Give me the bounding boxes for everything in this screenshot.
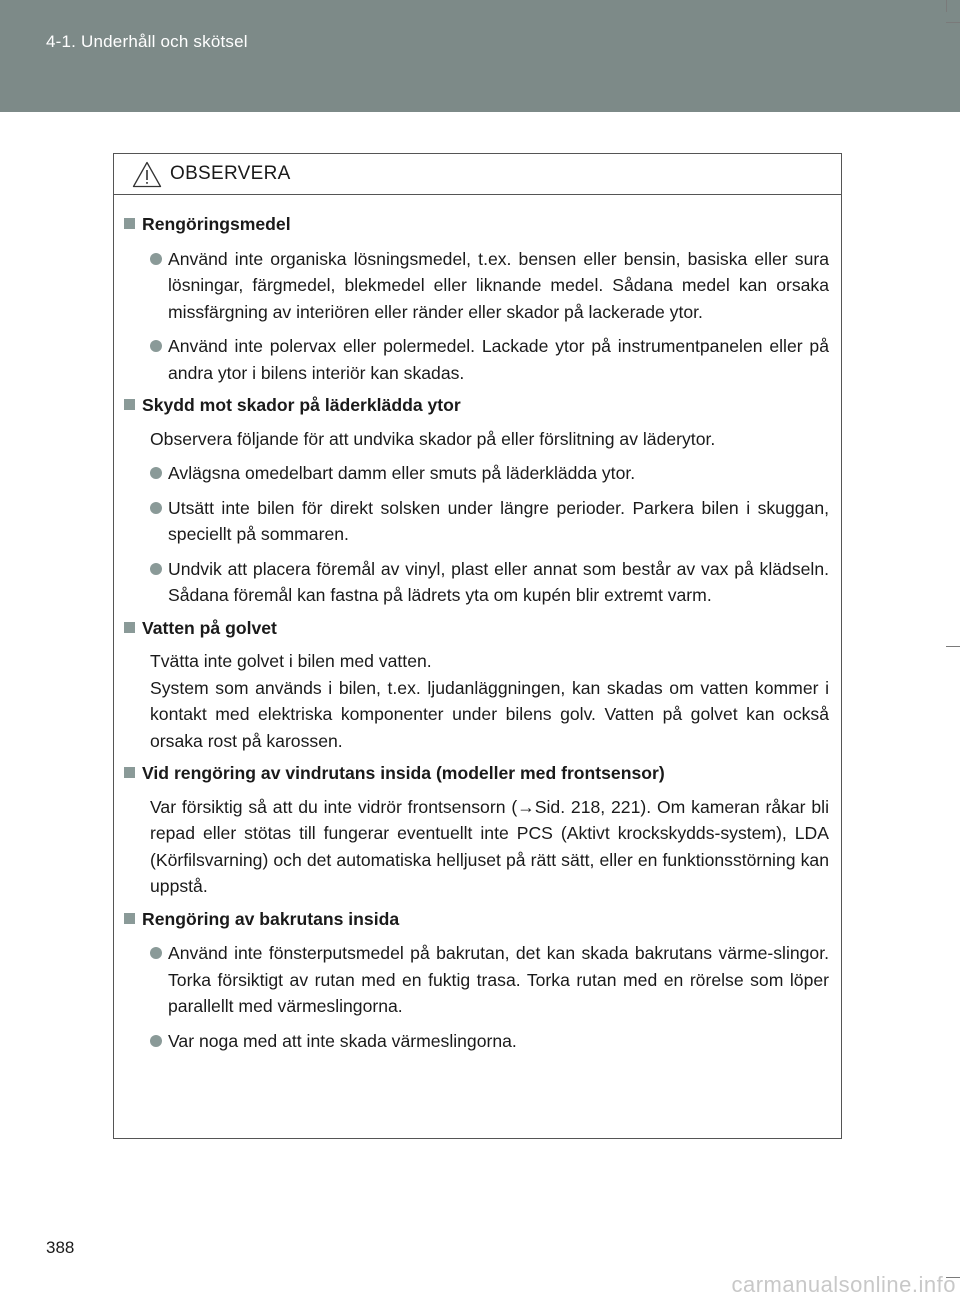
bullet-text: Använd inte fönsterputsmedel på bakrutan, det kan skada bakrutans värme-slingor. Torka försiktigt av rutan med en fuktig trasa. Torka rutan med en rörelse som löper parallellt med värmeslingorna. [168,943,829,1016]
caution-section [124,615,829,755]
section-heading [124,615,829,642]
square-bullet-icon [124,767,135,778]
section-heading [124,392,829,419]
caution-section [124,760,829,900]
caution-box [113,153,842,1139]
bullet-text: Använd inte polervax eller polermedel. Lackade ytor på instrumentpanelen eller på andra ytor i bilens interiör kan skadas. [168,336,829,383]
crop-mark [946,22,960,23]
page-number: 388 [46,1238,75,1257]
section-paragraph: Var försiktig så att du inte vidrör frontsensorn (→Sid. 218, 221). Om kameran råkar bli repad eller stötas till fungerar eventuellt inte PCS (Aktivt krockskydds-system), LDA (Körfilsvarning) och det automatiska helljuset på rätt sätt, eller en funktionsstörning kan uppstå. [150,796,829,896]
caution-header [114,154,841,195]
circle-bullet-icon [150,253,162,265]
section-paragraph: Observera följande för att undvika skador på eller förslitning av läderytor. [150,428,716,449]
caution-section [124,906,829,1055]
section-heading-text: Vatten på golvet [142,617,277,638]
bullet-text: Avlägsna omedelbart damm eller smuts på läderklädda ytor. [168,463,636,483]
bullet-item [124,495,829,548]
circle-bullet-icon [150,340,162,352]
section-heading-text: Rengöringsmedel [142,214,291,234]
section-title: 4-1. Underhåll och skötsel [46,32,248,51]
square-bullet-icon [124,622,135,633]
caution-title: OBSERVERA [170,163,291,184]
section-heading [124,760,829,787]
caution-body [114,195,841,1054]
bullet-item [124,246,829,326]
circle-bullet-icon [150,502,162,514]
caution-section [124,392,829,609]
section-heading-text: Rengöring av bakrutans insida [142,908,400,929]
circle-bullet-icon [150,467,162,479]
circle-bullet-icon [150,947,162,959]
bullet-item [124,1028,829,1055]
section-heading [124,211,829,238]
square-bullet-icon [124,913,135,924]
section-heading-text: Skydd mot skador på läderklädda ytor [142,395,461,415]
square-bullet-icon [124,399,135,410]
section-heading-text: Vid rengöring av vindrutans insida (modeller med frontsensor) [142,763,665,783]
caution-section [124,211,829,386]
bullet-item [124,333,829,386]
page-header [0,0,960,112]
circle-bullet-icon [150,1035,162,1047]
bullet-item [124,460,829,487]
crop-mark [946,0,947,12]
bullet-text: Utsätt inte bilen för direkt solsken under längre perioder. Parkera bilen i skuggan, speciellt på sommaren. [168,497,829,544]
bullet-text: Var noga med att inte skada värmeslingorna. [168,1030,517,1051]
bullet-text: Undvik att placera föremål av vinyl, plast eller annat som består av vax på klädseln. Sådana föremål kan fastna på lädrets yta om kupén blir extremt varm. [168,558,829,605]
circle-bullet-icon [150,563,162,575]
section-heading [124,906,829,933]
warning-triangle-icon [132,161,162,188]
section-paragraph: Tvätta inte golvet i bilen med vatten. System som används i bilen, t.ex. ljudanläggningen, kan skadas om vatten kommer i kontakt med elektriska komponenter under bilens golv. Vatten på golvet kan också orsaka rost på karossen. [150,651,829,751]
crop-mark [946,646,960,647]
watermark: carmanualsonline.info [731,1272,956,1297]
bullet-item [124,940,829,1020]
bullet-item [124,556,829,609]
square-bullet-icon [124,218,135,229]
bullet-text: Använd inte organiska lösningsmedel, t.ex. bensen eller bensin, basiska eller sura lösningar, färgmedel, blekmedel eller liknande medel. Sådana medel kan orsaka missfärgning av interiören eller ränder eller skador på lackerade ytor. [168,248,829,322]
